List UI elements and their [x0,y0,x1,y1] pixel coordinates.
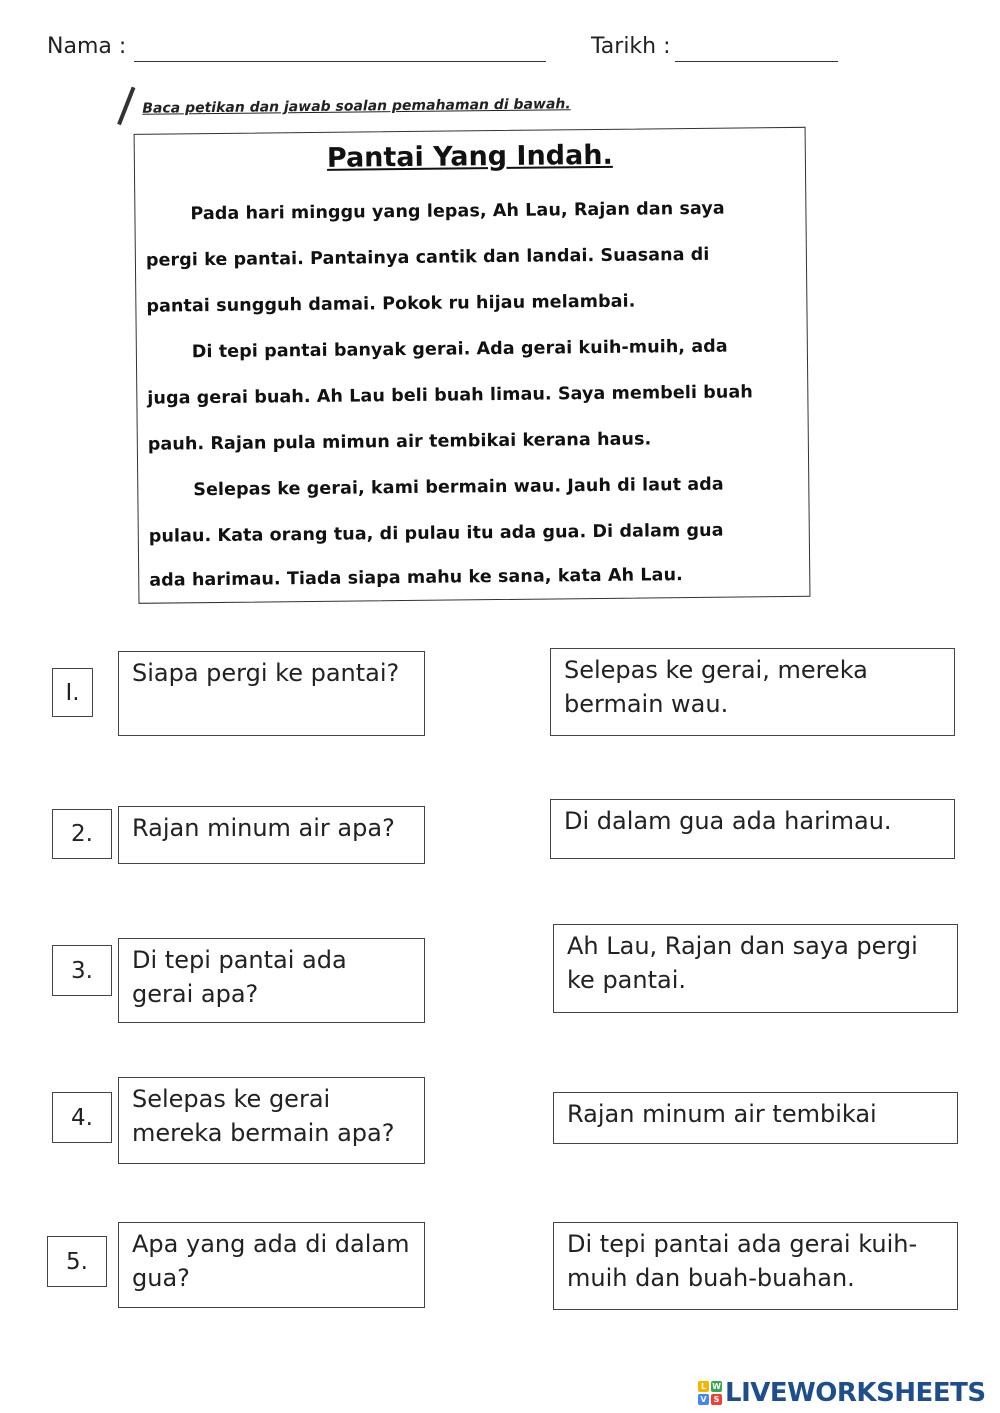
question-number-1: I. [52,668,93,717]
logo-tile-3: V [698,1394,709,1405]
instruction-text: Baca petikan dan jawab soalan pemahaman di bawah. [142,96,571,117]
question-number-5: 5. [47,1236,107,1287]
question-box-5[interactable]: Apa yang ada di dalam gua? [118,1222,425,1308]
passage-title: Pantai Yang Indah. [326,139,613,174]
date-label: Tarikh : [591,34,671,59]
passage-line: pergi ke pantai. Pantainya cantik dan landai. Suasana di [145,244,710,271]
answer-box-3[interactable]: Ah Lau, Rajan dan saya pergi ke pantai. [553,924,958,1013]
logo-tile-2: W [712,1382,721,1391]
logo-tile-4: S [711,1394,722,1405]
passage-line: pantai sungguh damai. Pokok ru hijau melambai. [146,291,636,317]
question-box-1[interactable]: Siapa pergi ke pantai? [118,651,425,736]
pen-mark [117,87,135,126]
logo-text: LIVEWORKSHEETS [725,1378,986,1408]
liveworksheets-icon [698,1381,722,1405]
answer-box-5[interactable]: Di tepi pantai ada gerai kuih-muih dan buah-buahan. [553,1222,958,1310]
question-number-3: 3. [52,945,112,996]
passage-line: Di tepi pantai banyak gerai. Ada gerai kuih-muih, ada [191,336,728,363]
liveworksheets-logo [698,1376,986,1410]
passage-line: Pada hari minggu yang lepas, Ah Lau, Rajan dan saya [190,198,725,225]
question-box-2[interactable]: Rajan minum air apa? [118,806,425,864]
passage-line: pulau. Kata orang tua, di pulau itu ada gua. Di dalam gua [148,520,724,547]
question-number-2: 2. [52,809,112,859]
question-box-4[interactable]: Selepas ke gerai mereka bermain apa? [118,1077,425,1164]
date-line[interactable] [675,61,838,62]
passage-line: juga gerai buah. Ah Lau beli buah limau. Saya membeli buah [147,382,753,409]
passage-box [134,127,811,604]
answer-box-2[interactable]: Di dalam gua ada harimau. [550,799,955,859]
answer-box-1[interactable]: Selepas ke gerai, mereka bermain wau. [550,648,955,736]
question-box-3[interactable]: Di tepi pantai ada gerai apa? [118,938,425,1023]
logo-tile-1: L [698,1381,709,1392]
question-number-4: 4. [52,1092,112,1143]
name-label: Nama : [47,34,127,59]
reading-passage-scan [118,71,834,618]
answer-box-4[interactable]: Rajan minum air tembikai [553,1092,958,1144]
passage-line: pauh. Rajan pula mimun air tembikai kerana haus. [147,429,652,455]
passage-line: Selepas ke gerai, kami bermain wau. Jauh di laut ada [193,474,724,501]
passage-line: ada harimau. Tiada siapa mahu ke sana, kata Ah Lau. [149,565,683,591]
name-line[interactable] [134,61,546,62]
